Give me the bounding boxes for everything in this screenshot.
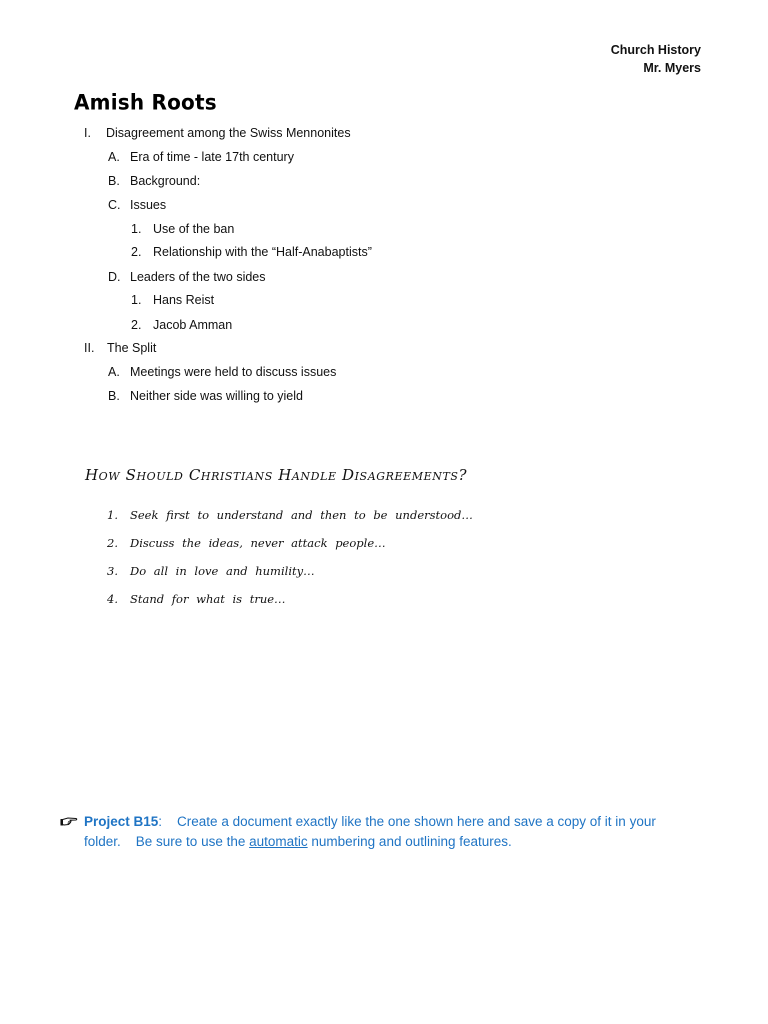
outline-text: Background: xyxy=(130,174,201,188)
outline-marker: B. xyxy=(108,389,120,403)
section-subtitle: How Should Christians Handle Disagreements? xyxy=(85,466,468,484)
course-name: Church History xyxy=(610,43,701,57)
outline-text: Jacob Amman xyxy=(153,318,233,332)
tip-marker: 2. xyxy=(107,536,118,550)
pointing-hand-icon xyxy=(60,813,78,829)
outline-marker: 1. xyxy=(131,293,142,307)
outline-text: Use of the ban xyxy=(153,222,235,236)
automatic-underlined-word: automatic xyxy=(249,834,308,849)
tip-text: Do all in love and humility… xyxy=(130,564,315,578)
outline-text: Issues xyxy=(130,198,167,212)
outline-text: Hans Reist xyxy=(153,293,215,307)
tip-text: Discuss the ideas, never attack people… xyxy=(130,536,386,550)
page-header xyxy=(611,41,701,77)
outline-text: The Split xyxy=(107,341,157,355)
page-title: Amish Roots xyxy=(74,89,217,115)
tip-text: Seek first to understand and then to be understood… xyxy=(130,508,473,522)
tip-marker: 3. xyxy=(107,564,118,578)
project-text-part-1: : Create a document exactly like the one shown here and save a copy of it in your folder. Be sure to use the xyxy=(84,814,660,849)
outline-marker: II. xyxy=(84,341,95,355)
outline-marker: B. xyxy=(108,174,120,188)
outline-marker: A. xyxy=(108,150,120,164)
project-label: Project B15 xyxy=(84,814,159,829)
tip-marker: 4. xyxy=(107,592,118,606)
outline-marker: A. xyxy=(108,365,120,379)
outline-marker: 1. xyxy=(131,222,142,236)
outline-text: Era of time - late 17th century xyxy=(130,150,294,164)
tip-marker: 1. xyxy=(107,508,118,522)
outline-marker: 2. xyxy=(131,245,142,259)
project-text-part-2: numbering and outlining features. xyxy=(307,834,512,849)
outline-marker: 2. xyxy=(131,318,142,332)
tip-text: Stand for what is true… xyxy=(130,592,286,606)
outline-marker: C. xyxy=(108,198,121,212)
outline-text: Neither side was willing to yield xyxy=(130,389,303,403)
outline-marker: I. xyxy=(84,126,91,140)
project-instructions xyxy=(60,812,690,852)
teacher-name: Mr. Myers xyxy=(643,61,701,75)
outline-text: Leaders of the two sides xyxy=(130,270,266,284)
project-text xyxy=(84,812,690,852)
outline-text: Relationship with the “Half-Anabaptists” xyxy=(153,245,372,259)
outline-text: Disagreement among the Swiss Mennonites xyxy=(106,126,351,140)
outline-marker: D. xyxy=(108,270,121,284)
outline-text: Meetings were held to discuss issues xyxy=(130,365,337,379)
